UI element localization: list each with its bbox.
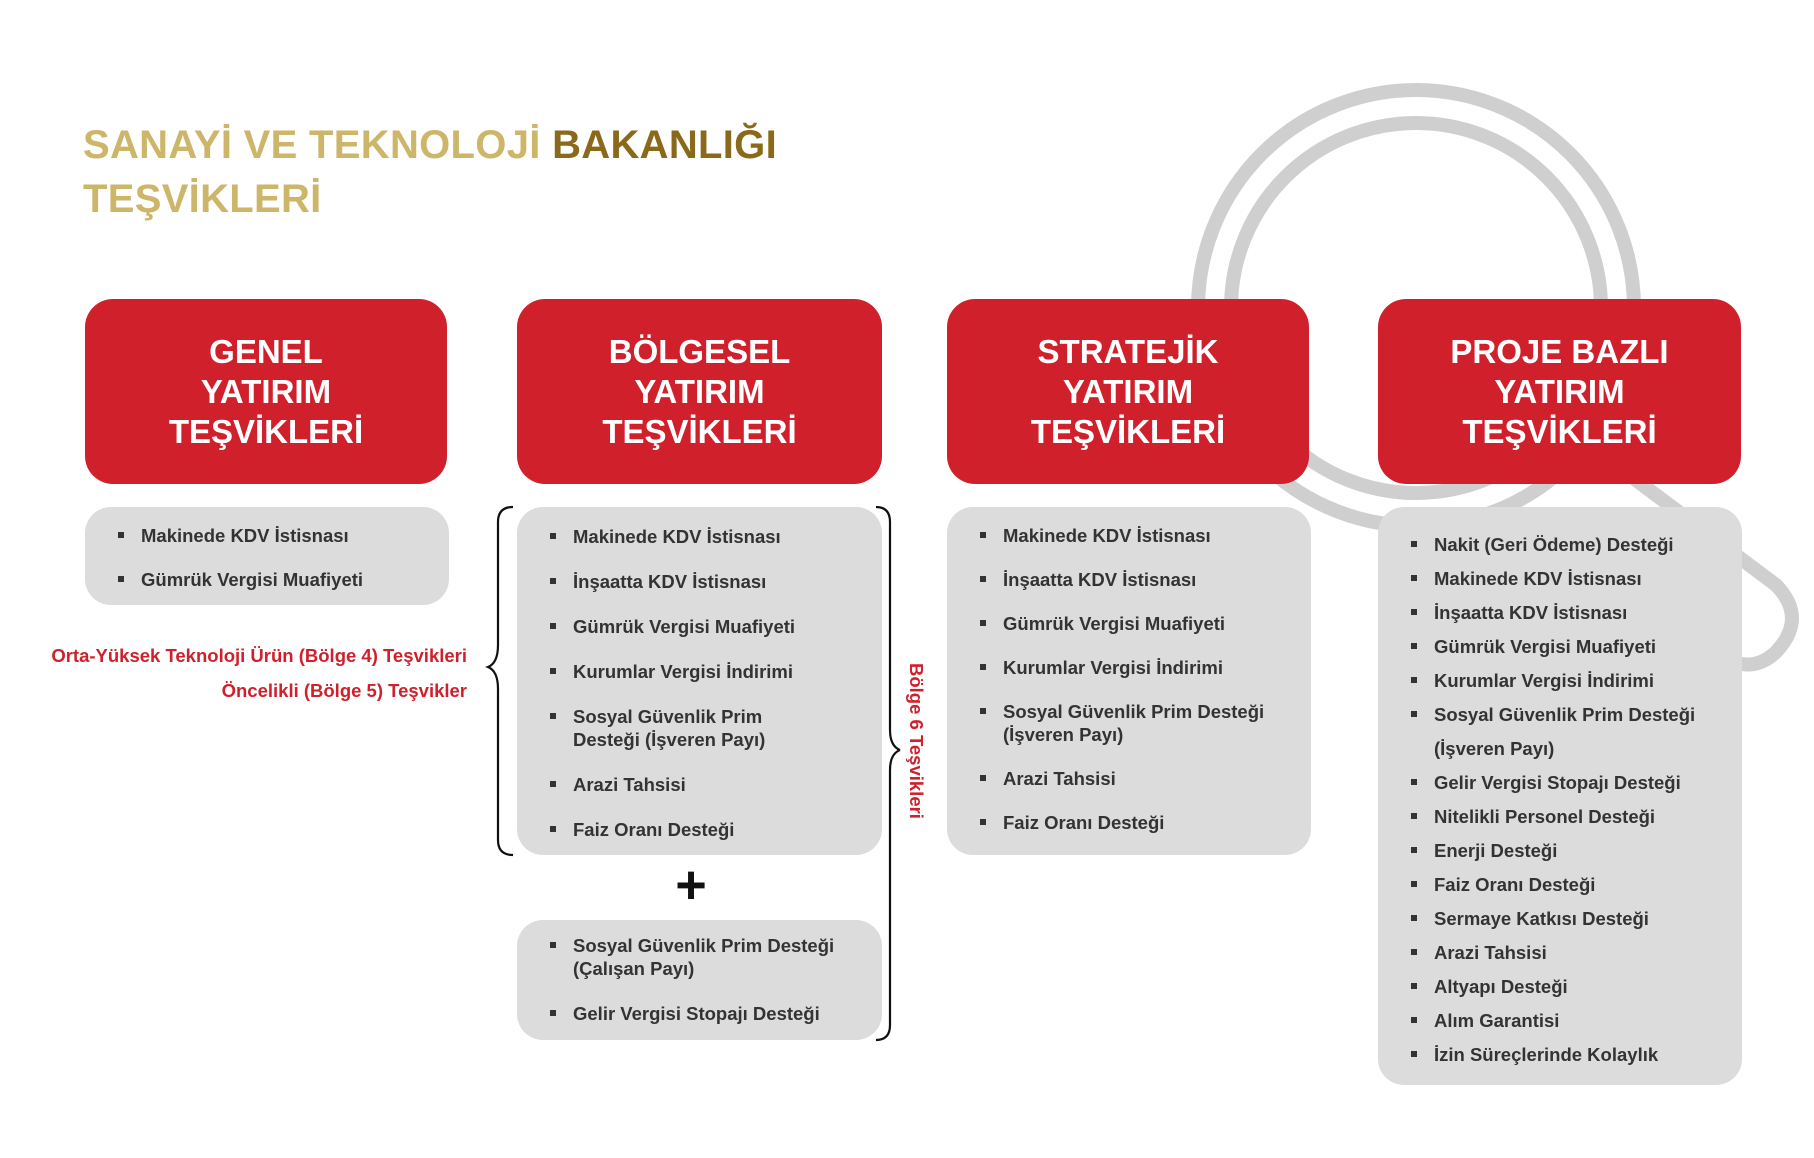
list-item: Faiz Oranı Desteği xyxy=(1378,873,1742,896)
list-item: Faiz Oranı Desteği xyxy=(517,818,882,841)
note-bolge5: Öncelikli (Bölge 5) Teşvikler xyxy=(221,680,467,701)
left-brace xyxy=(488,507,513,855)
header-line: BÖLGESEL xyxy=(608,332,791,370)
list-item: Makinede KDV İstisnası xyxy=(1378,567,1742,590)
list-item: Gümrük Vergisi Muafiyeti xyxy=(517,615,882,638)
header-line: YATIRIM xyxy=(200,372,332,410)
list-item: Kurumlar Vergisi İndirimi xyxy=(947,656,1311,679)
list-item: Gümrük Vergisi Muafiyeti xyxy=(947,612,1311,635)
list-item: Sermaye Katkısı Desteği xyxy=(1378,907,1742,930)
list-item: Gelir Vergisi Stopajı Desteği xyxy=(1378,771,1742,794)
title-line2: TEŞVİKLERİ xyxy=(83,177,322,221)
header-line: TEŞVİKLERİ xyxy=(1030,412,1226,450)
list-item: Faiz Oranı Desteği xyxy=(947,811,1311,834)
list-item: Gümrük Vergisi Muafiyeti xyxy=(1378,635,1742,658)
list-item: Makinede KDV İstisnası xyxy=(85,524,449,547)
note-bolge4: Orta-Yüksek Teknoloji Ürün (Bölge 4) Teşvikleri xyxy=(51,645,467,666)
list-item: Sosyal Güvenlik Prim Desteği (İşveren Payı) xyxy=(947,700,1311,746)
note-bolge6: Bölge 6 Teşvikleri xyxy=(906,663,927,819)
list-item: Altyapı Desteği xyxy=(1378,975,1742,998)
list-item: İnşaatta KDV İstisnası xyxy=(517,570,882,593)
list-item: İnşaatta KDV İstisnası xyxy=(1378,601,1742,624)
list-item: Alım Garantisi xyxy=(1378,1009,1742,1032)
title-part2: BAKANLIĞI xyxy=(552,123,777,167)
header-line: TEŞVİKLERİ xyxy=(1462,412,1657,450)
list-item: Sosyal Güvenlik Prim Desteği xyxy=(1378,703,1742,726)
header-line: YATIRIM xyxy=(1494,372,1625,410)
header-line: PROJE BAZLI xyxy=(1450,332,1669,370)
list-item: Gümrük Vergisi Muafiyeti xyxy=(85,568,449,591)
list-item: Kurumlar Vergisi İndirimi xyxy=(1378,669,1742,692)
header-line: TEŞVİKLERİ xyxy=(168,412,364,450)
list-item-continued: (İşveren Payı) xyxy=(1434,738,1555,759)
list-item: Gelir Vergisi Stopajı Desteği xyxy=(517,1002,882,1025)
list-item: Makinede KDV İstisnası xyxy=(517,525,882,548)
plus-sign: + xyxy=(675,855,707,915)
list-item: Sosyal Güvenlik Prim Desteği (İşveren Payı) xyxy=(517,705,882,751)
header-line: YATIRIM xyxy=(1062,372,1194,410)
list-item: Nakit (Geri Ödeme) Desteği xyxy=(1378,533,1742,556)
header-line: GENEL xyxy=(209,332,323,370)
list-item: Arazi Tahsisi xyxy=(1378,941,1742,964)
right-brace-top xyxy=(876,507,900,750)
list-item: Arazi Tahsisi xyxy=(947,767,1311,790)
list-item: Makinede KDV İstisnası xyxy=(947,524,1311,547)
title-part1: SANAYİ VE TEKNOLOJİ xyxy=(83,123,541,167)
right-brace-bottom xyxy=(876,750,900,1040)
list-item: Enerji Desteği xyxy=(1378,839,1742,862)
list-item: İzin Süreçlerinde Kolaylık xyxy=(1378,1043,1742,1066)
list-item: Kurumlar Vergisi İndirimi xyxy=(517,660,882,683)
list-item: Nitelikli Personel Desteği xyxy=(1378,805,1742,828)
header-line: TEŞVİKLERİ xyxy=(602,412,797,450)
list-item: İnşaatta KDV İstisnası xyxy=(947,568,1311,591)
list-item: Sosyal Güvenlik Prim Desteği (Çalışan Payı) xyxy=(517,934,882,980)
list-item: Arazi Tahsisi xyxy=(517,773,882,796)
header-line: STRATEJİK xyxy=(1037,332,1219,370)
header-line: YATIRIM xyxy=(634,372,765,410)
